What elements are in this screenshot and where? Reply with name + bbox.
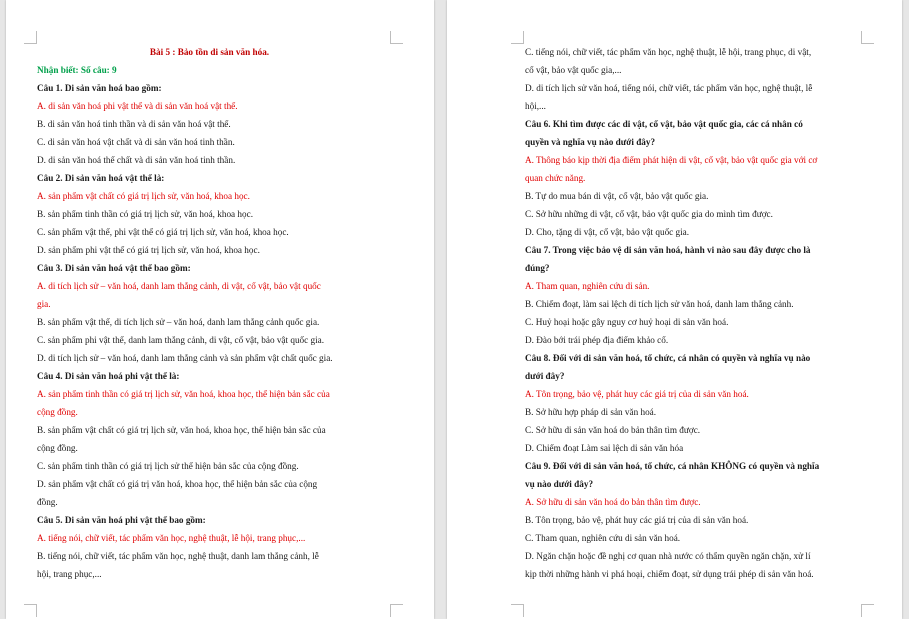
answer-option: C. sản phẩm tinh thần có giá trị lịch sử thể hiện bản sắc của cộng đồng. (37, 461, 299, 471)
page-content (525, 43, 860, 583)
answer-option-cont: kịp thời những hành vi phá hoại, chiếm đoạt, sử dụng trái phép di sản văn hoá. (525, 569, 814, 579)
correct-answer-cont: quan chức năng. (525, 173, 586, 183)
question-heading: Câu 2. Di sản văn hoá vật thể là: (37, 173, 165, 183)
crop-mark (511, 604, 524, 617)
answer-option: C. sản phẩm phi vật thể, danh lam thắng cảnh, di vật, cổ vật, bảo vật quốc gia. (37, 335, 325, 345)
question-heading: Câu 9. Đối với di sản văn hoá, tổ chức, cá nhân KHÔNG có quyền và nghĩa (525, 461, 820, 471)
correct-answer-cont: gia. (37, 299, 51, 309)
document-page-left (6, 0, 434, 619)
answer-option: D. sản phẩm vật chất có giá trị văn hoá, khoa học, thể hiện bản sắc của cộng (37, 479, 318, 489)
answer-option: C. Tham quan, nghiên cứu di sản văn hoá. (525, 533, 681, 543)
correct-answer: A. sản phẩm vật chất có giá trị lịch sử, văn hoá, khoa học. (37, 191, 250, 201)
correct-answer: A. tiếng nói, chữ viết, tác phẩm văn học, nghệ thuật, lễ hội, trang phục,... (37, 533, 306, 543)
answer-option: B. tiếng nói, chữ viết, tác phẩm văn học, nghệ thuật, danh lam thắng cảnh, lễ (37, 551, 319, 561)
correct-answer: A. Sở hữu di sản văn hoá do bản thân tìm được. (525, 497, 701, 507)
answer-option-cont: cộng đồng. (37, 443, 78, 453)
answer-option: D. sản phẩm phi vật thể có giá trị lịch sử, văn hoá, khoa học. (37, 245, 260, 255)
answer-option: B. Tự do mua bán di vật, cổ vật, bảo vật quốc gia. (525, 191, 709, 201)
correct-answer: A. sản phẩm tinh thần có giá trị lịch sử, văn hoá, khoa học, thể hiện bản sắc của (37, 389, 330, 399)
answer-option-cont: hội,... (525, 101, 546, 111)
question-heading-cont: quyền và nghĩa vụ nào dưới đây? (525, 137, 656, 147)
correct-answer: A. Thông báo kịp thời địa điểm phát hiện di vật, cổ vật, bảo vật quốc gia với cơ (525, 155, 818, 165)
lesson-title: Bài 5 : Bảo tồn di sản văn hóa. (149, 47, 270, 57)
answer-option: B. sản phẩm vật chất có giá trị lịch sử, văn hoá, khoa học, thể hiện bản sắc của (37, 425, 326, 435)
page-content (37, 43, 382, 583)
crop-mark (511, 31, 524, 44)
crop-mark (390, 31, 403, 44)
answer-option: D. Ngăn chặn hoặc đề nghị cơ quan nhà nước có thẩm quyền ngăn chặn, xử lí (525, 551, 811, 561)
answer-option: D. Chiếm đoạt Làm sai lệch di sản văn hóa (525, 443, 684, 453)
answer-option-cont: cổ vật, bảo vật quốc gia,... (525, 65, 622, 75)
correct-answer: A. di sản văn hoá phi vật thể và di sản văn hoá vật thể. (37, 101, 238, 111)
crop-mark (861, 604, 874, 617)
answer-option: B. sản phẩm vật thể, di tích lịch sử – văn hoá, danh lam thắng cảnh quốc gia. (37, 317, 320, 327)
crop-mark (390, 604, 403, 617)
question-heading: Câu 1. Di sản văn hoá bao gồm: (37, 83, 162, 93)
question-heading: Câu 5. Di sản văn hoá phi vật thể bao gồm: (37, 515, 206, 525)
correct-answer: A. di tích lịch sử – văn hoá, danh lam thắng cảnh, di vật, cổ vật, bảo vật quốc (37, 281, 321, 291)
correct-answer: A. Tôn trọng, bảo vệ, phát huy các giá trị của di sản văn hoá. (525, 389, 749, 399)
answer-option: D. di sản văn hoá thể chất và di sản văn hoá tinh thần. (37, 155, 236, 165)
answer-option: D. di tích lịch sử văn hoá, tiếng nói, chữ viết, tác phẩm văn học, nghệ thuật, lễ (525, 83, 813, 93)
answer-option: D. di tích lịch sử – văn hoá, danh lam thắng cảnh và sản phẩm vật chất quốc gia. (37, 353, 333, 363)
correct-answer-cont: cộng đồng. (37, 407, 78, 417)
crop-mark (24, 604, 37, 617)
question-heading: Câu 7. Trong việc bảo vệ di sản văn hoá, hành vi nào sau đây được cho là (525, 245, 811, 255)
question-heading-cont: dưới đây? (525, 371, 565, 381)
question-heading: Câu 8. Đối với di sản văn hoá, tổ chức, cá nhân có quyền và nghĩa vụ nào (525, 353, 811, 363)
answer-option-cont: đồng. (37, 497, 58, 507)
answer-option: B. sản phẩm tinh thần có giá trị lịch sử, văn hoá, khoa học. (37, 209, 253, 219)
question-heading: Câu 4. Di sản văn hoá phi vật thể là: (37, 371, 180, 381)
answer-option: B. di sản văn hoá tinh thần và di sản văn hoá vật thể. (37, 119, 231, 129)
answer-option: B. Tôn trọng, bảo vệ, phát huy các giá trị của di sản văn hoá. (525, 515, 749, 525)
answer-option: B. Chiếm đoạt, làm sai lệch di tích lịch sử văn hoá, danh lam thắng cảnh. (525, 299, 794, 309)
question-heading: Câu 3. Di sản văn hoá vật thể bao gồm: (37, 263, 191, 273)
answer-option-cont: hội, trang phục,... (37, 569, 102, 579)
answer-option: C. di sản văn hoá vật chất và di sản văn hoá tinh thần. (37, 137, 235, 147)
question-heading: Câu 6. Khi tìm được các di vật, cổ vật, bảo vật quốc gia, các cá nhân có (525, 119, 803, 129)
answer-option: C. tiếng nói, chữ viết, tác phẩm văn học, nghệ thuật, lễ hội, trang phục, di vật, (525, 47, 812, 57)
document-page-right (447, 0, 902, 619)
answer-option: C. Huỷ hoại hoặc gây nguy cơ huỷ hoại di sản văn hoá. (525, 317, 729, 327)
answer-option: D. Đào bới trái phép địa điểm khảo cổ. (525, 335, 669, 345)
answer-option: C. sản phẩm vật thể, phi vật thể có giá trị lịch sử, văn hoá, khoa học. (37, 227, 289, 237)
answer-option: D. Cho, tặng di vật, cổ vật, bảo vật quốc gia. (525, 227, 690, 237)
answer-option: C. Sở hữu di sản văn hoá do bản thân tìm được. (525, 425, 701, 435)
question-heading-cont: vụ nào dưới đây? (525, 479, 594, 489)
crop-mark (861, 31, 874, 44)
level-heading: Nhận biết: Số câu: 9 (37, 65, 117, 75)
question-heading-cont: đúng? (525, 263, 550, 273)
answer-option: C. Sở hữu những di vật, cổ vật, bảo vật quốc gia do mình tìm được. (525, 209, 773, 219)
crop-mark (24, 31, 37, 44)
answer-option: B. Sở hữu hợp pháp di sản văn hoá. (525, 407, 657, 417)
correct-answer: A. Tham quan, nghiên cứu di sản. (525, 281, 650, 291)
